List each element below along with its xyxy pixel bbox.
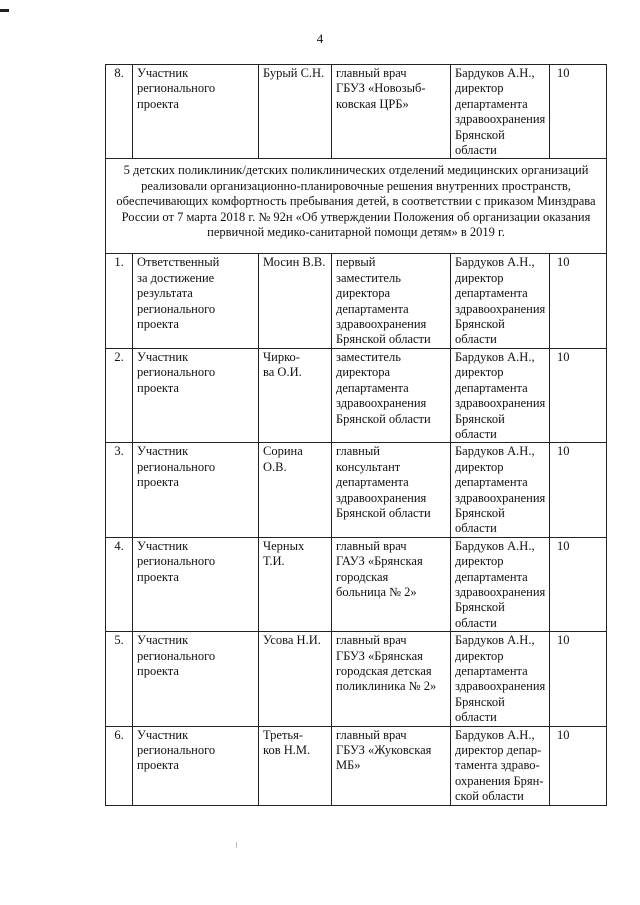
supervisor-cell: Бардуков А.Н., директор департамента здравоохранения Брянской области bbox=[451, 443, 550, 537]
score-cell: 10 bbox=[550, 632, 607, 726]
row-number: 6. bbox=[106, 726, 133, 805]
supervisor-cell: Бардуков А.Н., директор департамента здравоохранения Брянской области bbox=[451, 254, 550, 348]
role-cell: Ответственный за достижение результата регионального проекта bbox=[133, 254, 259, 348]
table-row bbox=[106, 254, 607, 348]
role-cell: Участник регионального проекта bbox=[133, 348, 259, 442]
score-cell: 10 bbox=[550, 443, 607, 537]
supervisor-cell: Бардуков А.Н., директор департамента здравоохранения Брянской области bbox=[451, 632, 550, 726]
row-number: 8. bbox=[106, 65, 133, 159]
role-cell: Участник регионального проекта bbox=[133, 726, 259, 805]
position-cell: главный врач ГБУЗ «Брянская городская детская поликлиника № 2» bbox=[332, 632, 451, 726]
score-cell: 10 bbox=[550, 254, 607, 348]
score-cell: 10 bbox=[550, 726, 607, 805]
section-heading-row bbox=[106, 159, 607, 254]
section-heading: 5 детских поликлиник/детских поликлинических отделений медицинских организаций реализовали организационно-планировочные решения внутренних пространств, обеспечивающих комфортность пребывания детей, в соответствии с приказом Минздрава России от 7 марта 2018 г. № 92н «Об утверждении Положения об организации оказания первичной медико-санитарной помощи детям» в 2019 г. bbox=[106, 159, 607, 254]
name-cell: Усова Н.И. bbox=[259, 632, 332, 726]
table-row bbox=[106, 537, 607, 631]
name-cell: Сорина О.В. bbox=[259, 443, 332, 537]
position-cell: главный консультант департамента здравоохранения Брянской области bbox=[332, 443, 451, 537]
table-row bbox=[106, 348, 607, 442]
role-cell: Участник регионального проекта bbox=[133, 537, 259, 631]
row-number: 1. bbox=[106, 254, 133, 348]
score-cell: 10 bbox=[550, 65, 607, 159]
supervisor-cell: Бардуков А.Н., директор департамента здравоохранения Брянской области bbox=[451, 537, 550, 631]
row-number: 4. bbox=[106, 537, 133, 631]
supervisor-cell: Бардуков А.Н., директор депар- тамента здраво- охранения Брян- ской области bbox=[451, 726, 550, 805]
position-cell: главный врач ГБУЗ «Новозыб- ковская ЦРБ» bbox=[332, 65, 451, 159]
position-cell: заместитель директора департамента здравоохранения Брянской области bbox=[332, 348, 451, 442]
supervisor-cell: Бардуков А.Н., директор департамента здравоохранения Брянской области bbox=[451, 348, 550, 442]
name-cell: Чирко- ва О.И. bbox=[259, 348, 332, 442]
row-number: 5. bbox=[106, 632, 133, 726]
table-row bbox=[106, 65, 607, 159]
position-cell: главный врач ГАУЗ «Брянская городская больница № 2» bbox=[332, 537, 451, 631]
scan-artifact-mark bbox=[236, 842, 237, 848]
name-cell: Мосин В.В. bbox=[259, 254, 332, 348]
scan-edge-mark bbox=[0, 9, 9, 12]
table-row bbox=[106, 443, 607, 537]
position-cell: первый заместитель директора департамента здравоохранения Брянской области bbox=[332, 254, 451, 348]
name-cell: Черных Т.И. bbox=[259, 537, 332, 631]
score-cell: 10 bbox=[550, 537, 607, 631]
participants-table bbox=[105, 64, 607, 806]
position-cell: главный врач ГБУЗ «Жуковская МБ» bbox=[332, 726, 451, 805]
row-number: 2. bbox=[106, 348, 133, 442]
role-cell: Участник регионального проекта bbox=[133, 632, 259, 726]
score-cell: 10 bbox=[550, 348, 607, 442]
supervisor-cell: Бардуков А.Н., директор департамента здравоохранения Брянской области bbox=[451, 65, 550, 159]
row-number: 3. bbox=[106, 443, 133, 537]
name-cell: Бурый С.Н. bbox=[259, 65, 332, 159]
table-row bbox=[106, 726, 607, 805]
role-cell: Участник регионального проекта bbox=[133, 443, 259, 537]
role-cell: Участник регионального проекта bbox=[133, 65, 259, 159]
table-row bbox=[106, 632, 607, 726]
page-number: 4 bbox=[316, 31, 324, 46]
name-cell: Третья- ков Н.М. bbox=[259, 726, 332, 805]
